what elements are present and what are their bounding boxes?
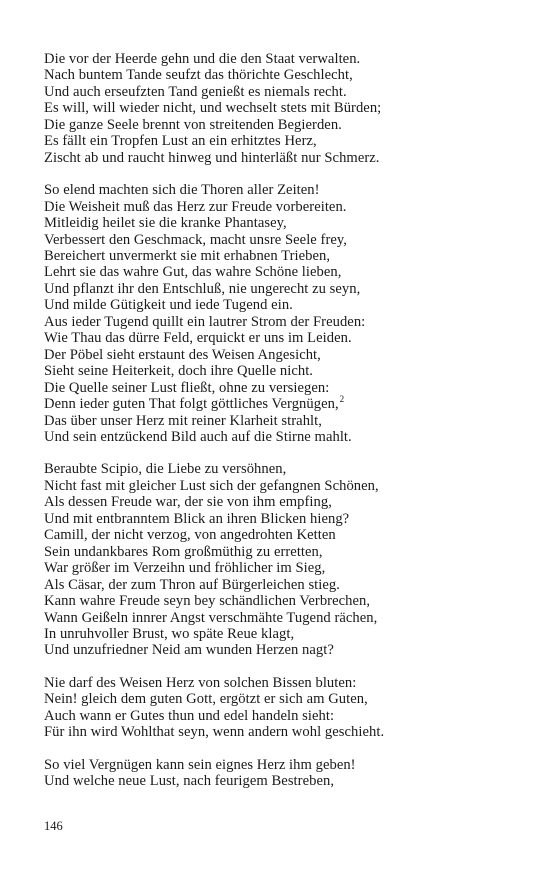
poem-line: Und welche neue Lust, nach feurigem Bestreben, <box>44 773 335 790</box>
poem-line: Lehrt sie das wahre Gut, das wahre Schöne lieben, <box>44 264 342 281</box>
poem-line: Es fällt ein Tropfen Lust an ein erhitztes Herz, <box>44 133 317 150</box>
page-number: 146 <box>44 819 63 833</box>
poem-line: In unruhvoller Brust, wo späte Reue klagt, <box>44 625 295 642</box>
poem-line: Nein! gleich dem guten Gott, ergötzt er sich am Guten, <box>44 691 368 708</box>
poem-line: Verbessert den Geschmack, macht unsre Seele frey, <box>44 231 347 248</box>
poem-line: Bereichert unvermerkt sie mit erhabnen Trieben, <box>44 247 331 264</box>
poem-line: Auch wann er Gutes thun und edel handeln sieht: <box>44 707 335 724</box>
stanza-1 <box>44 51 514 166</box>
poem-line: Es will, will wieder nicht, und wechselt stets mit Bürden; <box>44 100 382 117</box>
poem-line: Aus ieder Tugend quillt ein lautrer Strom der Freuden: <box>44 313 366 330</box>
poem-line: So viel Vergnügen kann sein eignes Herz ihm geben! <box>44 756 356 773</box>
poem-line: Und unzufriedner Neid am wunden Herzen nagt? <box>44 642 334 659</box>
footnote-marker[interactable]: 2 <box>339 394 345 405</box>
poem-line: Für ihn wird Wohlthat seyn, wenn andern wohl geschieht. <box>44 724 385 741</box>
poem-line: Und pflanzt ihr den Entschluß, nie ungerecht zu seyn, <box>44 280 361 297</box>
poem-line: Mitleidig heilet sie die kranke Phantasey, <box>44 215 287 232</box>
poem-line: Als Cäsar, der zum Thron auf Bürgerleichen stieg. <box>44 576 340 593</box>
stanza-4 <box>44 675 514 741</box>
poem-line: War größer im Verzeihn und fröhlicher im Sieg, <box>44 560 326 577</box>
poem-line: Zischt ab und raucht hinweg und hinterläßt nur Schmerz. <box>44 149 380 166</box>
poem-line: Wann Geißeln innrer Angst verschmähte Tugend rächen, <box>44 609 378 626</box>
poem-line: Nicht fast mit gleicher Lust sich der gefangnen Schönen, <box>44 477 379 494</box>
poem-line-with-footnote <box>44 396 514 412</box>
poem-line: Die Weisheit muß das Herz zur Freude vorbereiten. <box>44 198 347 215</box>
stanza-3 <box>44 461 514 658</box>
poem-line: Als dessen Freude war, der sie von ihm empfing, <box>44 494 332 511</box>
poem-line: Der Pöbel sieht erstaunt des Weisen Angesicht, <box>44 346 321 363</box>
poem-line: Nach buntem Tande seufzt das thörichte Geschlecht, <box>44 67 353 84</box>
poem-line: Wie Thau das dürre Feld, erquickt er uns im Leiden. <box>44 330 352 347</box>
poem-line: Und mit entbranntem Blick an ihren Blicken hieng? <box>44 510 350 527</box>
poem-line-text: Denn ieder guten That folgt göttliches Vergnügen, <box>44 396 339 413</box>
poem-line: Und sein entzückend Bild auch auf die Stirne mahlt. <box>44 428 352 445</box>
poem-line: Und milde Gütigkeit und iede Tugend ein. <box>44 297 293 314</box>
poem-line: Das über unser Herz mit reiner Klarheit strahlt, <box>44 412 322 429</box>
poem-line: Die Quelle seiner Lust fließt, ohne zu versiegen: <box>44 379 330 396</box>
poem-line: Und auch erseufzten Tand genießt es niemals recht. <box>44 83 347 100</box>
poem-line: Sein undankbares Rom großmüthig zu erretten, <box>44 543 323 560</box>
poem-line: Kann wahre Freude seyn bey schändlichen Verbrechen, <box>44 593 371 610</box>
poem-line: So elend machten sich die Thoren aller Zeiten! <box>44 182 320 199</box>
poem-line: Sieht seine Heiterkeit, doch ihre Quelle nicht. <box>44 363 314 380</box>
poem-line: Nie darf des Weisen Herz von solchen Bissen bluten: <box>44 674 357 691</box>
poem-line: Die ganze Seele brennt von streitenden Begierden. <box>44 116 342 133</box>
poem-text <box>44 51 514 806</box>
stanza-2 <box>44 182 514 445</box>
poem-line: Die vor der Heerde gehn und die den Staat verwalten. <box>44 51 361 67</box>
poem-line: Camill, der nicht verzog, von angedrohten Ketten <box>44 527 336 544</box>
stanza-5 <box>44 757 514 790</box>
poem-line: Beraubte Scipio, die Liebe zu versöhnen, <box>44 461 287 478</box>
